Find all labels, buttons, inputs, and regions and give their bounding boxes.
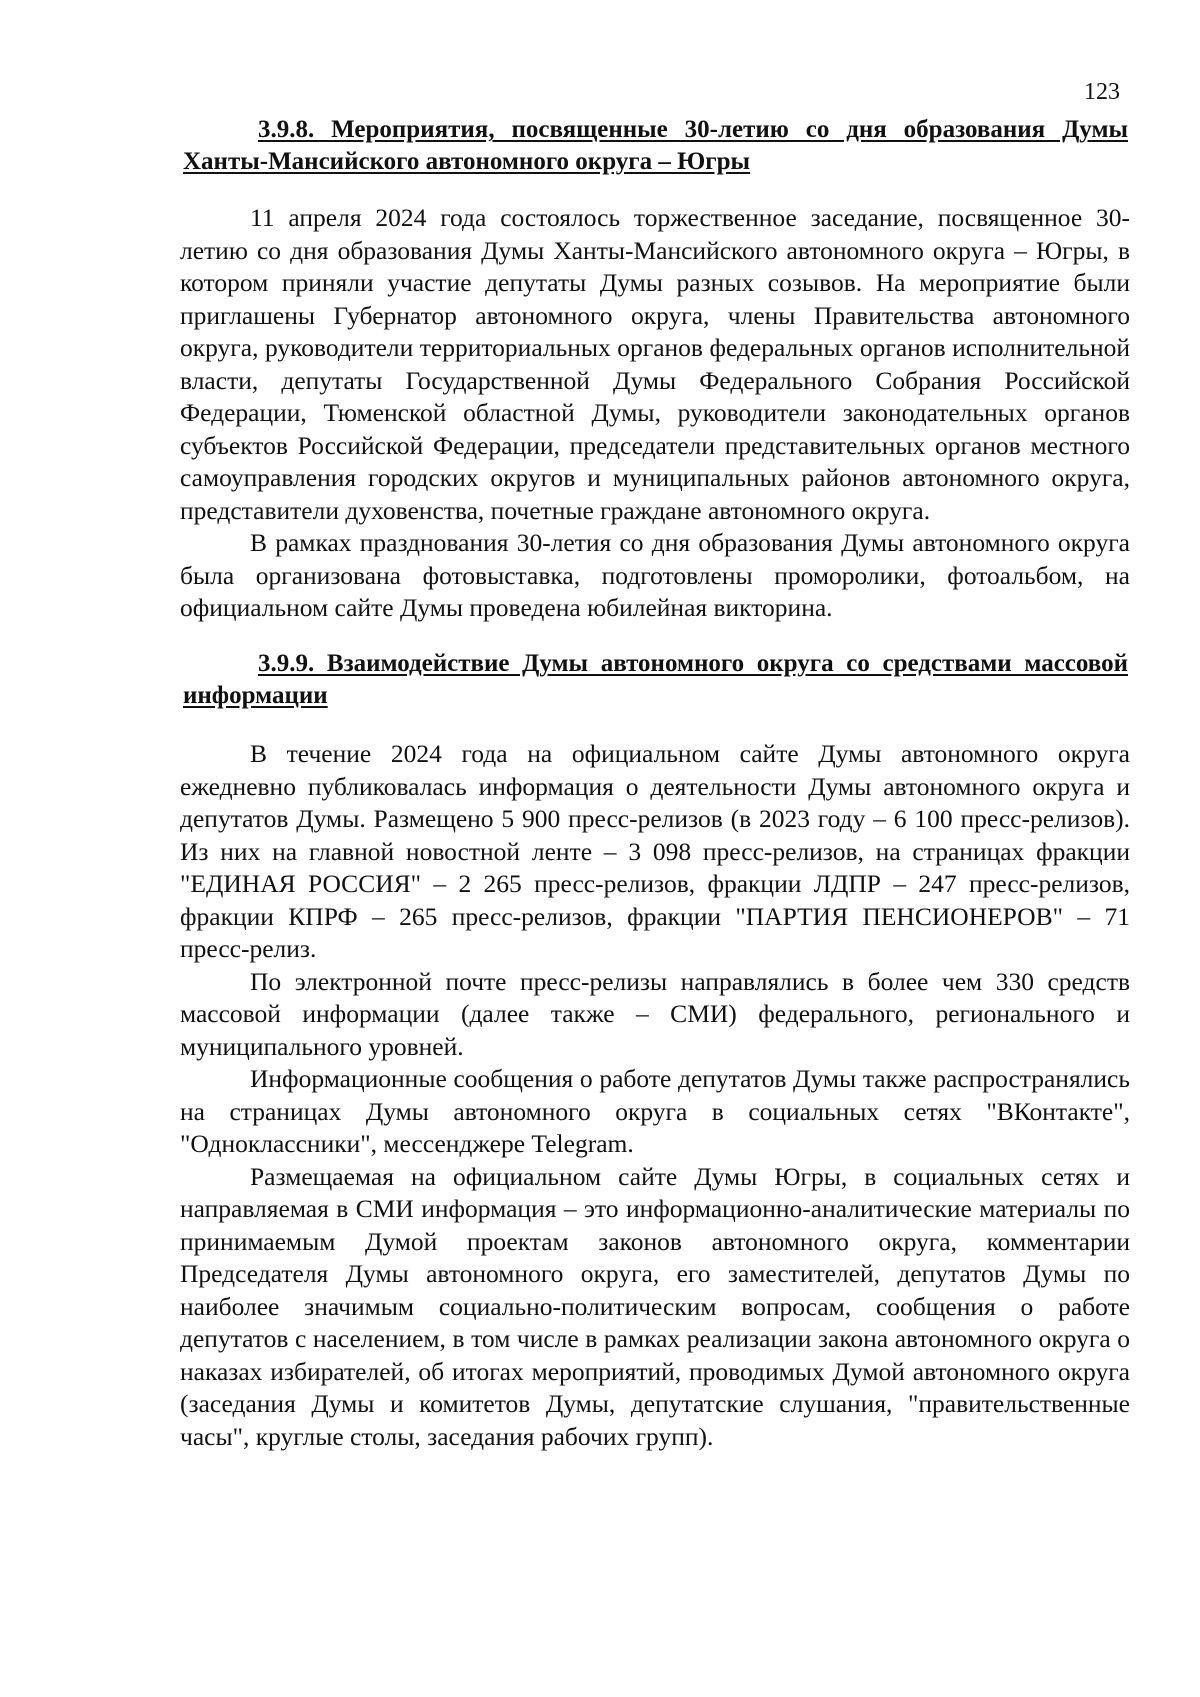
- section-heading-3-9-8: 3.9.8. Мероприятия, посвященные 30-летию со дня образования Думы Ханты-Мансийского автономного округа – Югры: [183, 116, 1128, 175]
- section-body-3-9-8: [180, 202, 1130, 625]
- page-number: 123: [1084, 79, 1120, 105]
- paragraph: В течение 2024 года на официальном сайте Думы автономного округа ежедневно публиковалась информация о деятельности Думы автономного округа и депутатов Думы. Размещено 5 900 пресс-релизов (в 2023 году – 6 100 пресс-релизов). Из них на главной новостной ленте – 3 098 пресс-релизов, на страницах фракции "ЕДИНАЯ РОССИЯ" – 2 265 пресс-релизов, фракции ЛДПР – 247 пресс-релизов, фракции КПРФ – 265 пресс-релизов, фракции "ПАРТИЯ ПЕНСИОНЕРОВ" – 71 пресс-релиз.: [180, 739, 1130, 963]
- paragraph: В рамках празднования 30-летия со дня образования Думы автономного округа была организована фотовыставка, подготовлены проморолики, фотоальбом, на официальном сайте Думы проведена юбилейная викторина.: [180, 528, 1130, 622]
- paragraph: 11 апреля 2024 года состоялось торжественное заседание, посвященное 30-летию со дня образования Думы Ханты-Мансийского автономного округа – Югры, в котором приняли участие депутаты Думы разных созывов. На мероприятие были приглашены Губернатор автономного округа, члены Правительства автономного округа, руководители территориальных органов федеральных органов исполнительной власти, депутаты Государственной Думы Федерального Собрания Российской Федерации, Тюменской областной Думы, руководители законодательных органов субъектов Российской Федерации, председатели представительных органов местного самоуправления городских округов и муниципальных районов автономного округа, представители духовенства, почетные граждане автономного округа.: [180, 203, 1130, 525]
- section-heading-3-9-9: 3.9.9. Взаимодействие Думы автономного округа со средствами массовой информации: [183, 650, 1128, 709]
- paragraph: Размещаемая на официальном сайте Думы Югры, в социальных сетях и направляемая в СМИ информация – это информационно-аналитические материалы по принимаемым Думой проектам законов автономного округа, комментарии Председателя Думы автономного округа, его заместителей, депутатов Думы по наиболее значимым социально-политическим вопросам, сообщения о работе депутатов с населением, в том числе в рамках реализации закона автономного округа о наказах избирателей, об итогах мероприятий, проводимых Думой автономного округа (заседания Думы и комитетов Думы, депутатские слушания, "правительственные часы", круглые столы, заседания рабочих групп).: [180, 1161, 1130, 1451]
- section-body-3-9-9: [180, 738, 1130, 1453]
- paragraph: Информационные сообщения о работе депутатов Думы также распространялись на страницах Думы автономного округа в социальных сетях "ВКонтакте", "Одноклассники", мессенджере Telegram.: [180, 1064, 1130, 1158]
- paragraph: По электронной почте пресс-релизы направлялись в более чем 330 средств массовой информации (далее также – СМИ) федерального, регионального и муниципального уровней.: [180, 966, 1130, 1061]
